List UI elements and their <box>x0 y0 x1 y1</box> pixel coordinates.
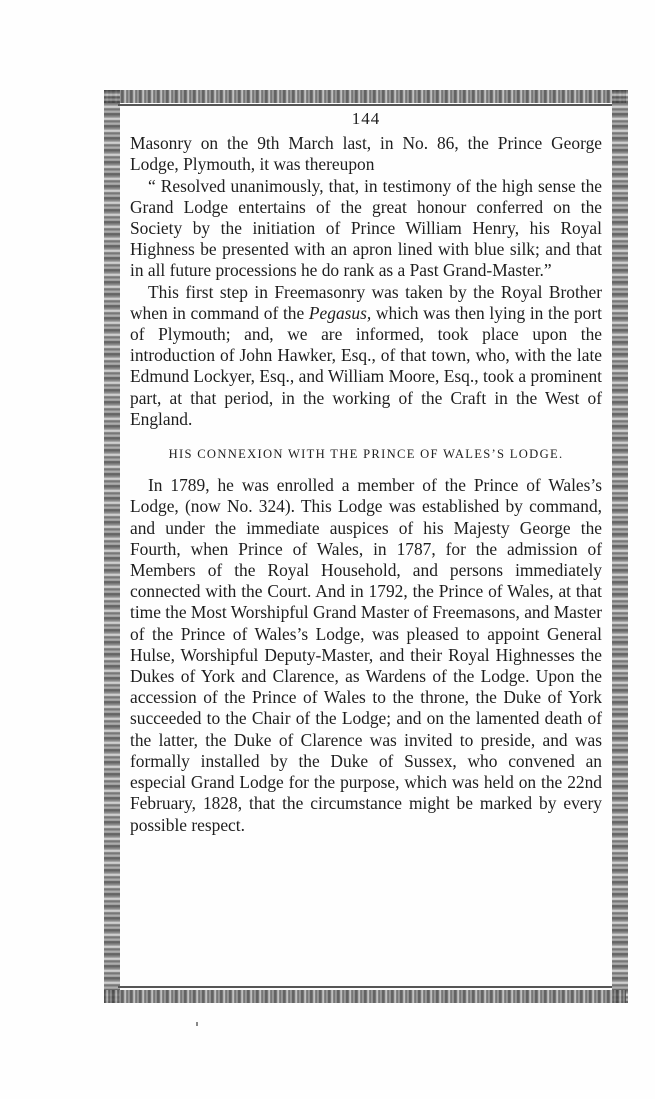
paragraph-connexion: In 1789, he was enrolled a member of the Prince of Wales’s Lodge, (now No. 324). This Lodge was established by command, and under the immediate auspices of his Majesty George the Fourth, when Prince of Wales, in 1787, for the admission of Members of the Royal Household, and persons immediately connected with the Court. And in 1792, the Prince of Wales, at that time the Most Worshipful Grand Master of Freemasons, and Master of the Prince of Wales’s Lodge, was pleased to appoint General Hulse, Worshipful Deputy-Master, and their Royal Highnesses the Dukes of York and Clarence, as Wardens of the Lodge. Upon the accession of the Prince of Wales to the throne, the Duke of York succeeded to the Chair of the Lodge; and on the lamented death of the latter, the Duke of Clarence was invited to preside, and was formally installed by the Duke of Sussex, who convened an especial Grand Lodge for the purpose, which was held on the 22nd February, 1828, that the circumstance might be marked by every possible respect. <box>130 475 602 835</box>
inner-rule-top <box>118 104 612 106</box>
paragraph-first-step-text-a: This first step in Freemasonry was taken by the Royal Brother when in command of the <box>130 281 602 323</box>
page-number: 144 <box>351 109 381 128</box>
paragraph-first-step <box>130 282 602 430</box>
decorative-border-left <box>104 90 120 1003</box>
paragraph-continuation: Masonry on the 9th March last, in No. 86, the Prince George Lodge, Plymouth, it was thereupon <box>130 133 602 175</box>
decorative-border-bottom <box>104 990 626 1003</box>
inner-rule-bottom <box>118 986 612 988</box>
decorative-border-top <box>104 90 626 103</box>
text-block <box>130 108 602 836</box>
print-speck <box>196 1022 198 1026</box>
decorative-border-right <box>612 90 628 1003</box>
ship-name: Pegasus, <box>308 302 372 323</box>
paragraph-first-step-text-b: which was then lying in the port of Plymouth; and, we are informed, took place upon the introduction of John Hawker, Esq., of that town, who, with the late Edmund Lockyer, Esq., and William Moore, Esq., took a prominent part, at that period, in the working of the Craft in the West of England. <box>130 302 602 429</box>
section-heading: HIS CONNEXION WITH THE PRINCE OF WALES’S LODGE. <box>168 447 564 462</box>
paragraph-resolution-quote: “ Resolved unanimously, that, in testimony of the high sense the Grand Lodge entertains of the great honour conferred on the Society by the initiation of Prince William Henry, his Royal Highness be presented with an apron lined with blue silk; and that in all future processions he do rank as a Past Grand-Master.” <box>130 175 602 281</box>
